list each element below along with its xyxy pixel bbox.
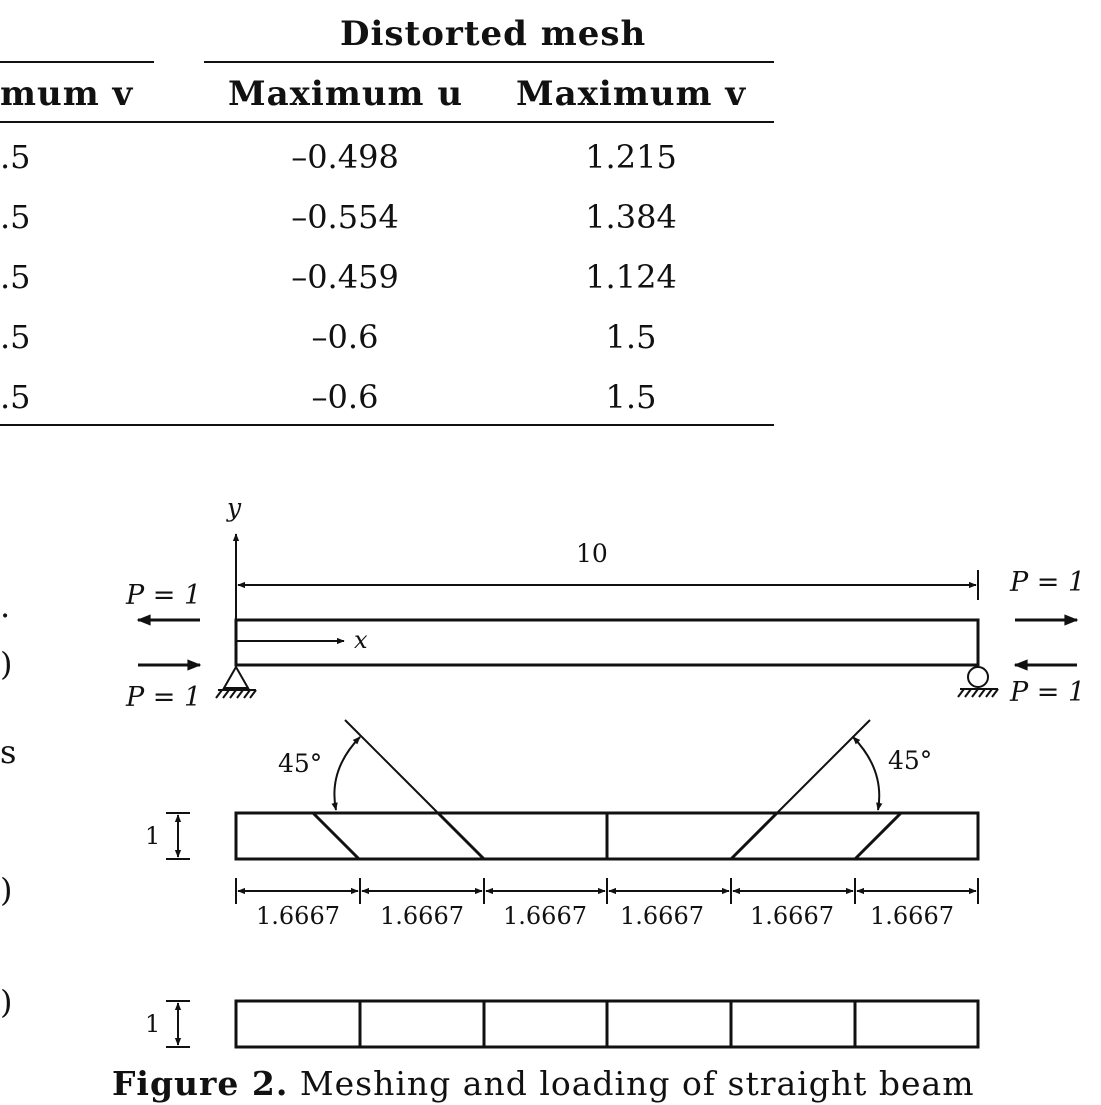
table-left-cell: .5 [0,318,31,356]
segment-label: 1.6667 [620,902,704,930]
table-left-cell: .5 [0,138,31,176]
angle-label-left: 45° [278,749,323,778]
segment-label: 1.6667 [870,902,954,930]
load-label-right-bottom: P = 1 [1010,677,1086,708]
angle-arc-left [334,737,360,810]
table-cell-max-v: 1.5 [605,318,657,356]
figure-caption [112,1064,974,1104]
margin-fragment: . [0,587,11,625]
margin-fragment: s [0,733,17,771]
y-axis-label: y [227,493,242,522]
table-col-header-max-u: Maximum u [228,74,464,114]
table-cell-max-u: –0.459 [291,258,399,296]
segment-dimensions [236,878,978,904]
table-cell-max-v: 1.384 [585,198,677,236]
table-cell-max-v: 1.124 [585,258,677,296]
table-cell-max-u: –0.498 [291,138,399,176]
pin-support [216,667,256,698]
figure-caption-text: Meshing and loading of straight beam [288,1064,975,1103]
angle-label-right: 45° [888,746,933,775]
table-group-header: Distorted mesh [340,14,647,54]
segment-label: 1.6667 [503,902,587,930]
table-cell-max-v: 1.215 [585,138,677,176]
table-cell-max-v: 1.5 [605,378,657,416]
load-label-right-top: P = 1 [1010,567,1086,598]
segment-label: 1.6667 [750,902,834,930]
length-label: 10 [576,539,608,568]
figure-caption-label: Figure 2. [112,1064,289,1103]
segment-label: 1.6667 [380,902,464,930]
margin-fragment: ) [0,645,13,683]
height-label-regular: 1 [145,1010,161,1038]
table-cell-max-u: –0.6 [311,318,379,356]
table-cell-max-u: –0.6 [311,378,379,416]
x-axis-label: x [354,626,368,654]
beam [236,620,978,665]
margin-fragment: ) [0,983,13,1021]
table-left-cell: .5 [0,198,31,236]
height-label-distorted: 1 [145,822,161,850]
angle-arc-right [853,737,879,810]
margin-fragment: ) [0,871,13,909]
table-left-cell: .5 [0,378,31,416]
load-label-left-bottom: P = 1 [126,682,202,713]
table-left-header-fragment: mum v [0,74,134,114]
table-col-header-max-v: Maximum v [516,74,747,114]
roller-support [958,667,998,697]
load-label-left-top: P = 1 [126,580,202,611]
table-cell-max-u: –0.554 [291,198,399,236]
segment-label: 1.6667 [256,902,340,930]
table-left-cell: .5 [0,258,31,296]
